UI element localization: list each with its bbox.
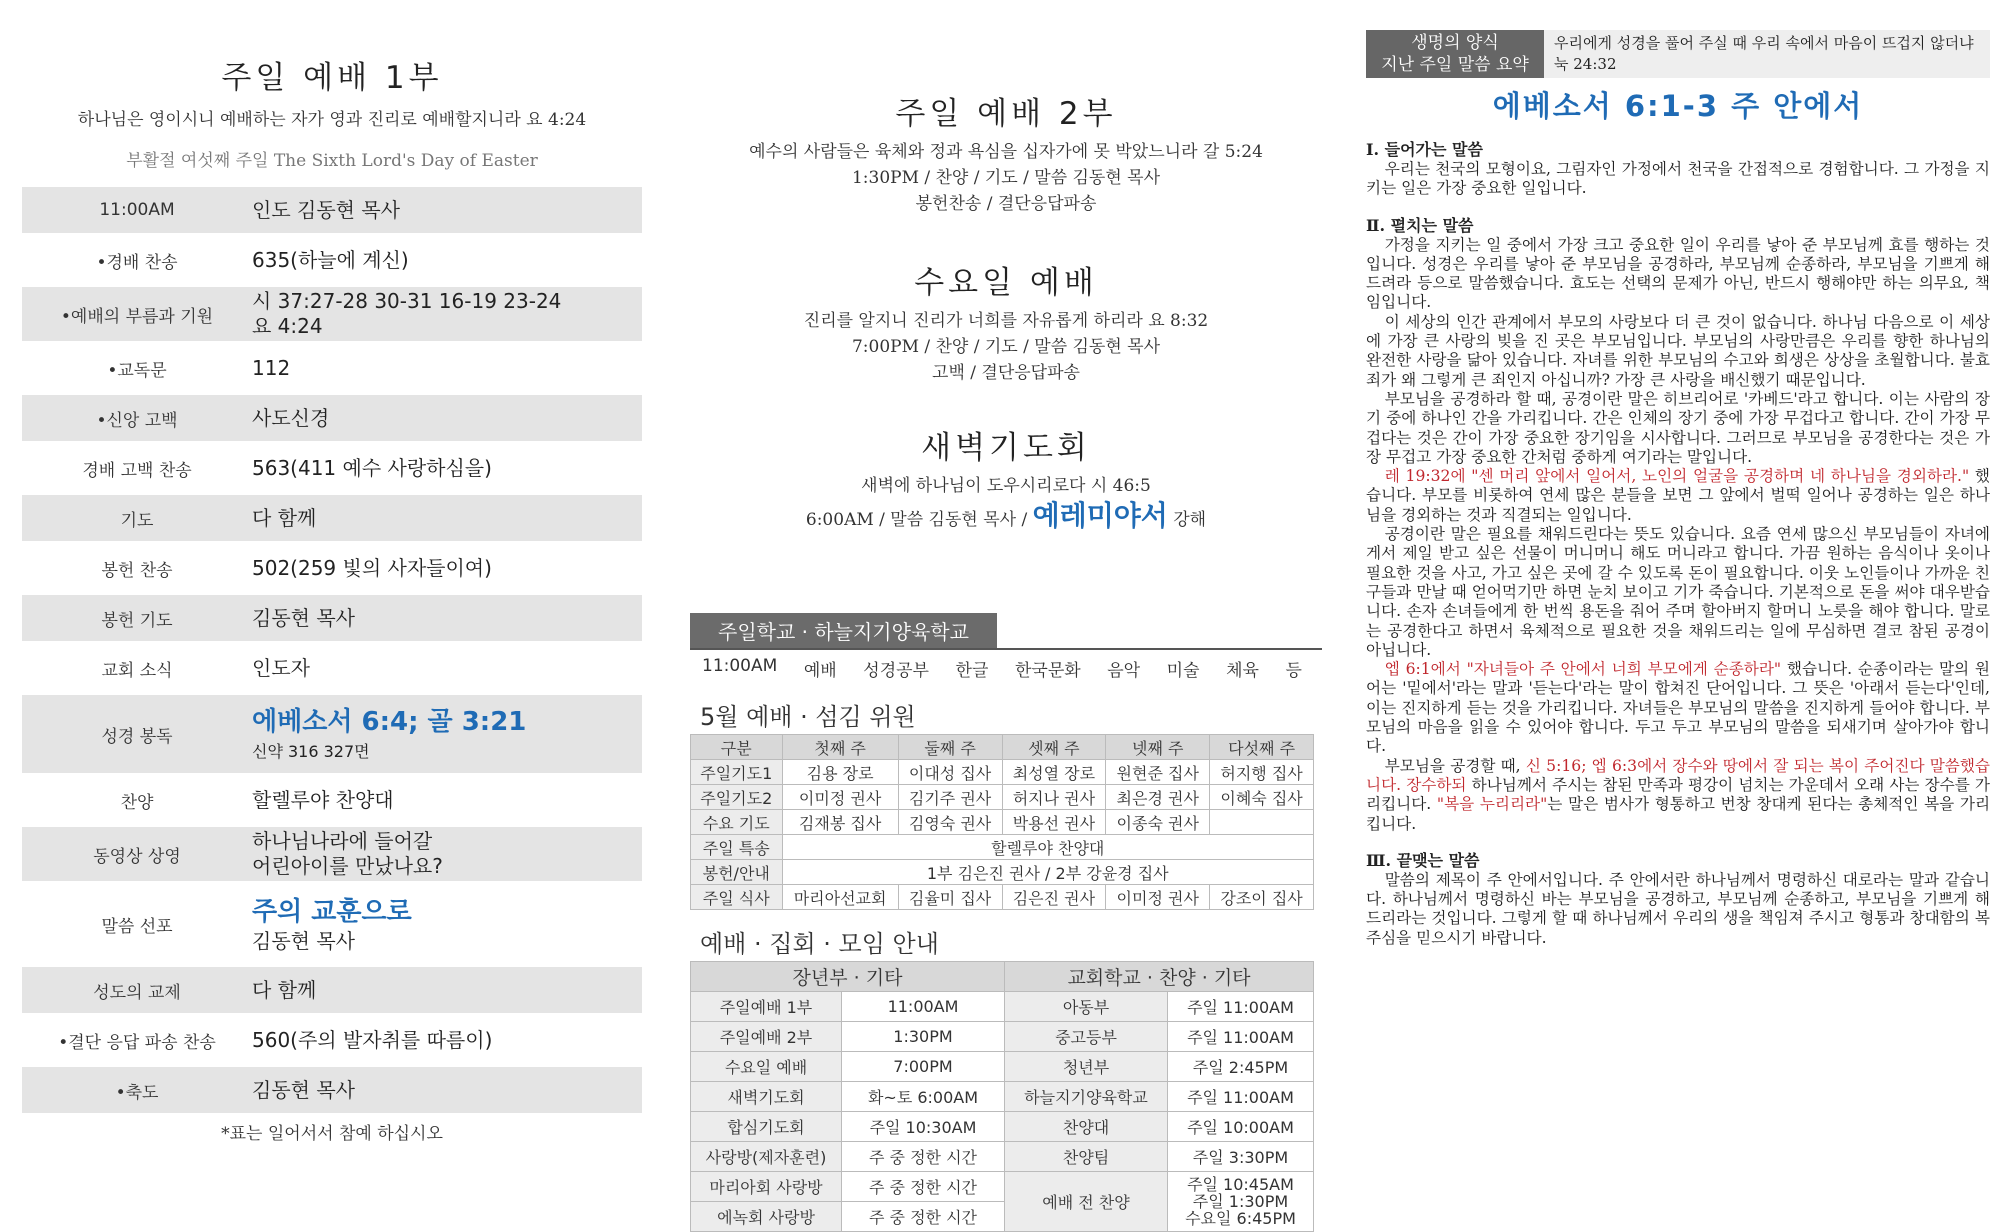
service-value-main: 김동현 목사 <box>252 1077 355 1102</box>
sermon-header <box>1366 30 1990 78</box>
section1-text: 우리는 천국의 모형이요, 그림자인 가정에서 천국을 간접적으로 경험합니다. 그 가정을 지키는 일은 가장 중요한 일입니다. <box>1366 160 1990 198</box>
service-row <box>22 695 642 773</box>
worship1-title: 주일 예배 1부 <box>221 60 443 96</box>
schedule-row <box>691 992 1314 1022</box>
schedule-table <box>690 961 1314 1232</box>
section2-p6-red: 엡 6:1에서 "자녀들아 주 안에서 너희 부모에게 순종하라" <box>1384 660 1782 679</box>
section2-p3: 부모님을 공경하라 할 때, 공경이란 말은 히브리어로 '카베드'라고 합니다. 이는 사람의 장기 중에 하나인 간을 가리킵니다. 간은 인체의 장기 중에 가장 무겁다고 합니다. 간이 가장 무겁다는 것은 간이 가장 중요한 장기임을 시사합니다. 그러므로 부모님을 공경한다는 것은 가장 무겁고 가장 중요한 간처럼 중하게 여기라는 말입니다. <box>1366 389 1990 466</box>
service-value <box>252 248 642 273</box>
schedule-prepraise-time: 주일 10:45AM <box>1187 1175 1294 1194</box>
service-value <box>252 556 642 581</box>
schedule-adult-label: 사랑방(제자훈련) <box>691 1142 842 1172</box>
schedule-school-time: 주일 10:00AM <box>1168 1112 1314 1142</box>
service-row <box>22 777 642 823</box>
school-activity: 성경공부 <box>863 661 929 681</box>
school-activity: 한국문화 <box>1014 661 1081 681</box>
sermon-quote: 우리에게 성경을 풀어 주실 때 우리 속에서 마음이 뜨겁지 않더냐 눅 24:32 <box>1544 30 1990 78</box>
service-label: 성경 봉독 <box>101 726 173 747</box>
school-header <box>690 613 1322 650</box>
section2-p4-rest: 했습니다. 부모를 비롯하여 연세 많은 분들을 보면 그 앞에서 벌떡 일어나 공경하는 일은 하나님을 경외하는 것과 직결되는 일입니다. <box>1366 467 1990 524</box>
duty-cell: 이미정 권사 <box>1106 885 1210 910</box>
schedule-school-label: 하늘지기양육학교 <box>1005 1082 1168 1112</box>
service-label: 교회 소식 <box>101 660 173 681</box>
school-activity: 음악 <box>1107 661 1141 681</box>
section2-p7-red2: "복을 누리리라" <box>1431 795 1548 814</box>
duty-cell: 박용선 권사 <box>1002 810 1106 835</box>
duty-cell: 마리아선교회 <box>782 885 898 910</box>
service-value <box>252 289 642 339</box>
service-label: •축도 <box>115 1082 159 1103</box>
duty-cell: 김용 장로 <box>782 760 898 785</box>
service-row <box>22 645 642 691</box>
schedule-adult-time: 11:00AM <box>842 992 1005 1022</box>
service-value <box>252 406 642 431</box>
schedule-title: 예배 · 집회 · 모임 안내 <box>700 930 939 958</box>
service-value-main: 김동현 목사 <box>252 605 355 630</box>
service-label: •결단 응답 파송 찬송 <box>58 1032 216 1053</box>
school-activity: 등 <box>1285 661 1302 681</box>
service-label: •신앙 고백 <box>96 410 178 431</box>
wednesday-verse: 진리를 알지니 진리가 너희를 자유롭게 하리라 요 8:32 <box>803 311 1209 331</box>
schedule-prepraise-label: 예배 전 찬양 <box>1005 1172 1168 1232</box>
dawn-book: 예레미야서 <box>1032 499 1168 532</box>
duty-cell: 허지나 권사 <box>1002 785 1106 810</box>
service-value <box>252 606 642 631</box>
duty-cell: 강조이 집사 <box>1210 885 1314 910</box>
service-value-main: 다 함께 <box>252 505 317 530</box>
order-of-service-list <box>22 187 642 1113</box>
service-value-sub: 요 4:24 <box>252 314 323 338</box>
order-of-service-column <box>22 0 642 1144</box>
duty-cell: 김재봉 집사 <box>782 810 898 835</box>
duty-row <box>691 810 1314 835</box>
duty-row <box>691 785 1314 810</box>
service-value-main: 563(411 예수 사랑하심을) <box>252 455 492 480</box>
section2-p7-a: 부모님을 공경할 때, <box>1384 756 1521 775</box>
duty-cell: 최성열 장로 <box>1002 760 1106 785</box>
section2-p4-red: 레 19:32에 "센 머리 앞에서 일어서, 노인의 얼굴을 공경하며 네 하나님을 경외하라." <box>1384 467 1970 486</box>
service-row <box>22 237 642 283</box>
schedule-school-time: 주일 3:30PM <box>1168 1142 1314 1172</box>
schedule-adult-time: 7:00PM <box>842 1052 1005 1082</box>
service-label: 성도의 교제 <box>93 982 181 1003</box>
section2-heading: Ⅱ. 펼치는 말씀 <box>1366 215 1474 235</box>
schedule-adult-label: 주일예배 1부 <box>691 992 842 1022</box>
section2-p5: 공경이란 말은 필요를 채워드린다는 뜻도 있습니다. 요즘 연세 많으신 부모님들이 자녀에게서 제일 받고 싶은 선물이 머니머니 해도 머니라고 합니다. 가끔 원하는 음식이나 옷이나 필요한 것을 사고, 가고 싶은 곳에 갈 수 있도록 돈이 필요합니다. 이웃 노인들이나 가까운 친구들과 만날 때 얻어먹기만 하면 눈치 보이고 기가 죽습니다. 기본적으로 돈을 써야 대우받습니다. 손자 손녀들에게 한 번씩 용돈을 줘어 주며 할아버지 할머니 노릇을 해야 합니다. 말로는 공경한다고 하면서 육체적으로 필요한 것을 채워드리는 일에 무심하면 결코 참된 공경이 아닙니다. <box>1366 525 1990 659</box>
service-value <box>252 788 642 813</box>
service-value <box>252 198 642 223</box>
schedule-row <box>691 1172 1314 1202</box>
service-value-main: 인도자 <box>252 655 310 680</box>
service-label: 봉헌 찬송 <box>101 560 173 581</box>
schedule-adult-time: 주 중 정한 시간 <box>842 1142 1005 1172</box>
duty-cell: 할렐루야 찬양대 <box>782 835 1313 860</box>
service-label: •경배 찬송 <box>96 252 178 273</box>
schedule-prepraise-times <box>1168 1172 1314 1232</box>
dawn-order-text: 6:00AM / 말씀 김동현 목사 / <box>805 510 1028 530</box>
duty-cell: 이종숙 권사 <box>1106 810 1210 835</box>
duty-cell: 주일 특송 <box>691 835 783 860</box>
sermon-tag-2: 지난 주일 말씀 요약 <box>1381 55 1529 75</box>
service-value-main: 사도신경 <box>252 405 330 430</box>
service-value <box>252 829 642 879</box>
school-activity: 예배 <box>803 661 837 681</box>
duty-cell: 이혜숙 집사 <box>1210 785 1314 810</box>
school-activity: 미술 <box>1166 661 1200 681</box>
schedule-school-time: 주일 2:45PM <box>1168 1052 1314 1082</box>
duty-cell: 김율미 집사 <box>898 885 1002 910</box>
schedule-head-adult: 장년부 · 기타 <box>691 962 1005 992</box>
service-value-main: 하나님나라에 들어갈 <box>252 829 433 853</box>
schedule-school-label: 청년부 <box>1005 1052 1168 1082</box>
service-label: 기도 <box>120 510 154 531</box>
school-activity: 체육 <box>1226 661 1259 681</box>
service-value-main: 112 <box>252 355 291 380</box>
service-value <box>252 506 642 531</box>
duty-cell: 주일기도2 <box>691 785 783 810</box>
schedule-prepraise-time: 수요일 6:45PM <box>1185 1209 1296 1228</box>
sermon-tag <box>1366 30 1544 78</box>
schedule-adult-time: 주일 10:30AM <box>842 1112 1005 1142</box>
school-activities <box>690 650 1322 681</box>
service-row <box>22 445 642 491</box>
service-row <box>22 1017 642 1063</box>
service-value <box>252 895 642 954</box>
service-row <box>22 395 642 441</box>
duty-header-cell: 넷째 주 <box>1106 735 1210 760</box>
dawn-tail: 강해 <box>1173 510 1207 530</box>
schedule-row <box>691 1052 1314 1082</box>
dawn-order <box>690 499 1322 537</box>
schedule-adult-label: 주일예배 2부 <box>691 1022 842 1052</box>
schedule-row <box>691 1022 1314 1052</box>
duty-cell: 김기주 권사 <box>898 785 1002 810</box>
service-label: 경배 고백 찬송 <box>82 460 192 481</box>
service-row <box>22 187 642 233</box>
service-value-main: 인도 김동현 목사 <box>252 197 400 222</box>
schedule-adult-time: 1:30PM <box>842 1022 1005 1052</box>
section2-p6-rest: 했습니다. 순종이라는 말의 원어는 '밑에서'라는 말과 '듣는다'라는 말이 합쳐진 단어입니다. 그 뜻은 '아래서 듣는다'인데, 이는 진지하게 듣는 것을 가리킵니다. 자녀들은 부모님의 말씀을 진지하게 들어야 합니다. 부모님의 마음을 읽을 수 있어야 합니다. 두고 두고 부모님의 말씀을 되새기며 살아가야 합니다. <box>1366 660 1990 756</box>
school-activity: 한글 <box>955 661 989 681</box>
service-value-sub: 신약 316 327면 <box>252 741 370 761</box>
sermon-tag-1: 생명의 양식 <box>1411 33 1499 53</box>
service-row <box>22 545 642 591</box>
sermon-title: 에베소서 6:1-3 주 안에서 <box>1492 89 1864 123</box>
duty-header-cell: 구분 <box>691 735 783 760</box>
service-label: •교독문 <box>107 360 167 381</box>
wednesday-order-2: 고백 / 결단응답파송 <box>932 363 1080 383</box>
service-row <box>22 1067 642 1113</box>
duty-title: 5월 예배 · 섬김 위원 <box>700 703 916 731</box>
duty-cell: 주일 식사 <box>691 885 783 910</box>
service-value-main: 시 37:27-28 30-31 16-19 23-24 <box>252 289 562 313</box>
schedule-school-label: 찬양팀 <box>1005 1142 1168 1172</box>
service-label: 동영상 상영 <box>93 846 181 867</box>
service-row <box>22 345 642 391</box>
service-value-main: 주의 교훈으로 <box>252 896 412 927</box>
standing-note: *표는 일어서서 참예 하십시오 <box>221 1124 443 1144</box>
duty-cell: 봉헌/안내 <box>691 860 783 885</box>
schedule-school-label: 아동부 <box>1005 992 1168 1022</box>
service-value-main: 다 함께 <box>252 977 317 1002</box>
duty-cell <box>1210 810 1314 835</box>
service-value <box>252 656 642 681</box>
duty-header-cell: 셋째 주 <box>1002 735 1106 760</box>
other-services-column <box>690 0 1322 1232</box>
schedule-prepraise-time: 주일 1:30PM <box>1192 1192 1289 1211</box>
service-label: •예배의 부름과 기원 <box>60 306 214 327</box>
service-value-sub: 어린아이를 만났나요? <box>252 854 443 878</box>
duty-row <box>691 835 1314 860</box>
section3-text: 말씀의 제목이 주 안에서입니다. 주 안에서란 하나님께서 명령하신 대로라는 말과 같습니다. 하나님께서 명령하신 바는 부모님을 공경하고, 부모님께 순종하고, 부모님을 기쁘게 해 드리라는 것입니다. 그렇게 할 때 하나님께서 우리의 생을 책임져 주시고 형통과 창대함의 복 주심을 믿으시기 바랍니다. <box>1366 870 1990 947</box>
service-value-main: 에베소서 6:4; 골 3:21 <box>252 706 527 737</box>
service-value-main: 502(259 빛의 사자들이여) <box>252 555 492 580</box>
schedule-school-time: 주일 11:00AM <box>1168 1022 1314 1052</box>
worship2-order: 1:30PM / 찬양 / 기도 / 말씀 김동현 목사 <box>851 168 1161 188</box>
service-value-main: 할렐루야 찬양대 <box>252 787 394 812</box>
wednesday-title: 수요일 예배 <box>914 265 1098 301</box>
section2-p6 <box>1366 660 1990 756</box>
duty-cell: 원현준 집사 <box>1106 760 1210 785</box>
duty-cell: 이대성 집사 <box>898 760 1002 785</box>
duty-cell: 최은경 권사 <box>1106 785 1210 810</box>
service-row <box>22 495 642 541</box>
service-value-main: 635(하늘에 계신) <box>252 247 409 272</box>
section2-p7 <box>1366 757 1990 834</box>
dawn-verse: 새벽에 하나님이 도우시리로다 시 46:5 <box>861 476 1151 496</box>
schedule-adult-label: 새벽기도회 <box>691 1082 842 1112</box>
schedule-school-time: 주일 11:00AM <box>1168 992 1314 1022</box>
service-label: 봉헌 기도 <box>101 610 173 631</box>
section1-heading: Ⅰ. 들어가는 말씀 <box>1366 140 1483 159</box>
schedule-head-school: 교회학교 · 찬양 · 기타 <box>1005 962 1314 992</box>
service-row <box>22 287 642 341</box>
service-label: 말씀 선포 <box>101 916 173 937</box>
school-activity: 11:00AM <box>702 656 778 676</box>
schedule-school-time: 주일 11:00AM <box>1168 1082 1314 1112</box>
duty-cell: 주일기도1 <box>691 760 783 785</box>
dawn-title: 새벽기도회 <box>921 430 1091 466</box>
service-value <box>252 456 642 481</box>
duty-row <box>691 860 1314 885</box>
schedule-school-label: 중고등부 <box>1005 1022 1168 1052</box>
service-value <box>252 356 642 381</box>
schedule-adult-time: 주 중 정한 시간 <box>842 1172 1005 1202</box>
schedule-adult-label: 수요일 예배 <box>691 1052 842 1082</box>
service-row <box>22 827 642 881</box>
worship2-verse: 예수의 사람들은 육체와 정과 욕심을 십자가에 못 박았느니라 갈 5:24 <box>749 142 1263 162</box>
schedule-adult-time: 주 중 정한 시간 <box>842 1202 1005 1232</box>
sermon-summary-column <box>1366 0 1990 948</box>
service-value <box>252 978 642 1003</box>
schedule-row <box>691 1112 1314 1142</box>
worship2-title: 주일 예배 2부 <box>895 96 1117 132</box>
service-row <box>22 885 642 963</box>
service-value <box>252 1028 642 1053</box>
section2-p7-b: 하나님께서 주시는 참된 만족과 평강이 넘치는 가운데서 오래 사는 장수를 가리킵니다. <box>1366 775 1990 814</box>
schedule-row <box>691 1142 1314 1172</box>
duty-header-cell: 첫째 주 <box>782 735 898 760</box>
duty-cell: 김은진 권사 <box>1002 885 1106 910</box>
season-line: 부활절 여섯째 주일 The Sixth Lord's Day of Easter <box>126 151 538 171</box>
duty-row <box>691 885 1314 910</box>
duty-header-cell: 둘째 주 <box>898 735 1002 760</box>
service-value-main: 560(주의 발자취를 따름이) <box>252 1027 493 1052</box>
duty-row <box>691 760 1314 785</box>
duty-cell: 김영숙 권사 <box>898 810 1002 835</box>
service-label: 찬양 <box>120 792 154 813</box>
service-value <box>252 1078 642 1103</box>
duty-cell: 이미정 권사 <box>782 785 898 810</box>
duty-cell: 수요 기도 <box>691 810 783 835</box>
schedule-adult-label: 합심기도회 <box>691 1112 842 1142</box>
schedule-row <box>691 1082 1314 1112</box>
service-value <box>252 705 642 764</box>
section3-heading: Ⅲ. 끝맺는 말씀 <box>1366 850 1480 870</box>
schedule-adult-time: 화~토 6:00AM <box>842 1082 1005 1112</box>
service-label: 11:00AM <box>99 200 175 220</box>
section2-p7-red: 신 5:16; 엡 6:3에서 장수와 땅에서 잘 되는 복이 주어진다 말씀했습니다. 장수하되 <box>1366 756 1990 794</box>
duty-cell: 1부 김은진 권사 / 2부 강윤경 집사 <box>782 860 1313 885</box>
school-bar: 주일학교 · 하늘지기양육학교 <box>690 613 997 648</box>
wednesday-order: 7:00PM / 찬양 / 기도 / 말씀 김동현 목사 <box>851 337 1161 357</box>
service-value-sub: 김동현 목사 <box>252 928 355 953</box>
duty-cell: 허지행 집사 <box>1210 760 1314 785</box>
schedule-adult-label: 에녹회 사랑방 <box>691 1202 842 1232</box>
schedule-school-label: 찬양대 <box>1005 1112 1168 1142</box>
section2-p4 <box>1366 467 1990 525</box>
service-row <box>22 967 642 1013</box>
section2-p2: 이 세상의 인간 관계에서 부모의 사랑보다 더 큰 것이 없습니다. 하나님 다음으로 이 세상에 가장 큰 사랑의 빚을 진 곳은 부모님입니다. 부모님의 사랑만큼은 우리를 향한 하나님의 완전한 사랑을 닮아 있습니다. 자녀를 위한 부모님의 수고와 희생은 상상을 초월합니다. 불효죄가 왜 그렇게 큰 죄인지 아십니까? 가장 큰 사랑을 배신했기 때문입니다. <box>1366 312 1990 389</box>
section2-p7-c: 는 말은 범사가 형통하고 번창 창대케 된다는 총체적인 복을 가리킵니다. <box>1366 795 1991 833</box>
schedule-adult-label: 마리아회 사랑방 <box>691 1172 842 1202</box>
section2-p1: 가정을 지키는 일 중에서 가장 크고 중요한 일이 우리를 낳아 준 부모님께 효를 행하는 것입니다. 성경은 우리를 낳아 준 부모님을 공경하라, 부모님께 순종하라, 부모님을 기쁘게 해 드려라 등으로 말씀했습니다. 효도는 선택의 문제가 아닌, 반드시 행해야만 하는 의무요, 책임입니다. <box>1366 235 1990 312</box>
worship2-order-2: 봉헌찬송 / 결단응답파송 <box>915 194 1097 214</box>
service-row <box>22 595 642 641</box>
duty-header-cell: 다섯째 주 <box>1210 735 1314 760</box>
duty-table <box>690 734 1314 910</box>
worship1-verse: 하나님은 영이시니 예배하는 자가 영과 진리로 예배할지니라 요 4:24 <box>77 110 587 130</box>
